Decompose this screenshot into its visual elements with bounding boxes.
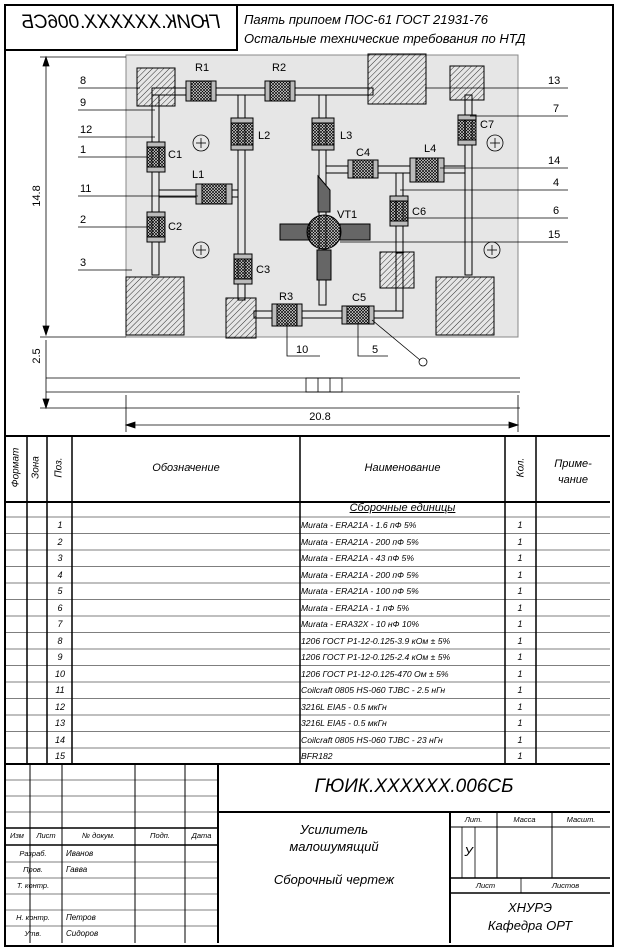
col-izm: Изм [10, 831, 24, 840]
role-utv: Утв. [24, 929, 42, 938]
header-pos: Поз. [53, 457, 65, 478]
label-c1: C1 [168, 149, 183, 161]
header-note-2: чание [557, 474, 589, 486]
dim-gap: 2.5 [31, 348, 43, 364]
role-razrab: Разраб. [19, 849, 47, 858]
callout-3: 3 [80, 257, 87, 269]
row-name: 3216L EIA5 - 0.5 мкГн [301, 701, 387, 712]
label-c7: C7 [480, 119, 495, 131]
row-name: Murata - ERA21A - 100 пФ 5% [301, 586, 419, 596]
row-qty: 1 [517, 536, 523, 547]
row-pos: 2 [57, 536, 63, 547]
row-qty: 1 [517, 668, 523, 679]
callout-14: 14 [548, 155, 561, 167]
name-prov: Гавва [66, 865, 88, 874]
dim-height: 14.8 [31, 185, 43, 207]
callout-1: 1 [80, 144, 87, 156]
tech-note-line2: Остальные технические требования по НТД [244, 31, 526, 46]
row-name: Murata - ERA21A - 1 пФ 5% [301, 602, 410, 613]
row-qty: 1 [517, 734, 523, 745]
sheet-label: Лист [475, 881, 496, 890]
lit-label: Лит. [464, 815, 483, 824]
col-list: Лист [36, 831, 56, 840]
callout-8: 8 [80, 75, 87, 87]
callout-11: 11 [80, 183, 92, 195]
row-pos: 14 [54, 734, 65, 745]
row-name: Murata - ERA32X - 10 нФ 10% [301, 619, 420, 629]
label-c4: C4 [356, 147, 371, 159]
tech-note-line1: Паять припоем ПОС-61 ГОСТ 21931-76 [244, 12, 488, 27]
sheets-label: Листов [551, 881, 580, 890]
callout-2: 2 [80, 214, 87, 226]
dim-width: 20.8 [309, 411, 331, 423]
row-pos: 3 [57, 553, 63, 563]
row-pos: 6 [57, 602, 63, 613]
role-prov: Пров. [23, 865, 43, 874]
mirrored-code: ГЮИК.XXXXXX.006СБ [21, 12, 221, 33]
row-name: 1206 ГОСТ Р1-12-0.125-3.9 кОм ± 5% [301, 635, 451, 646]
row-qty: 1 [517, 553, 523, 563]
label-l3: L3 [340, 130, 353, 142]
row-qty: 1 [517, 701, 523, 712]
row-name: Coilcraft 0805 HS-060 TJBC - 23 нГн [301, 734, 443, 745]
callout-15: 15 [548, 229, 561, 241]
row-pos: 1 [57, 520, 63, 530]
lit-value: У [464, 844, 473, 859]
row-name: Murata - ERA21A - 1.6 пФ 5% [301, 520, 417, 530]
header-note-1: Приме- [554, 458, 592, 470]
row-qty: 1 [517, 586, 523, 596]
row-qty: 1 [517, 751, 523, 761]
callout-9: 9 [80, 97, 87, 109]
header-name: Наименование [364, 462, 441, 474]
callout-10: 10 [296, 344, 309, 356]
row-pos: 13 [54, 718, 65, 728]
section-title: Сборочные единицы [349, 502, 456, 514]
row-name: 3216L EIA5 - 0.5 мкГн [301, 718, 387, 728]
callout-12: 12 [80, 124, 93, 136]
role-tkontr: Т. контр. [16, 881, 50, 890]
row-pos: 9 [57, 652, 63, 662]
callout-6: 6 [553, 205, 560, 217]
row-pos: 10 [54, 668, 65, 679]
row-qty: 1 [517, 520, 523, 530]
scale-label: Масшт. [566, 815, 596, 824]
row-qty: 1 [517, 635, 523, 646]
row-pos: 5 [57, 586, 63, 596]
document-code: ГЮИК.XXXXXX.006СБ [314, 776, 514, 797]
row-pos: 4 [57, 569, 63, 580]
role-nkontr: Н. контр. [16, 913, 50, 922]
row-qty: 1 [517, 602, 523, 613]
header-zone: Зона [30, 456, 42, 479]
name-utv: Сидоров [66, 929, 99, 938]
label-r3: R3 [279, 291, 294, 303]
header-qty: Кол. [515, 457, 527, 478]
label-l1: L1 [192, 169, 205, 181]
row-qty: 1 [517, 685, 523, 695]
label-l4: L4 [424, 143, 437, 155]
label-c6: C6 [412, 206, 427, 218]
mass-label: Масса [513, 815, 536, 824]
row-name: Murata - ERA21A - 200 пФ 5% [301, 569, 419, 580]
doc-title-line2: малошумящий [289, 839, 379, 854]
row-name: Coilcraft 0805 HS-060 TJBC - 2.5 нГн [301, 685, 446, 695]
name-nkontr: Петров [66, 913, 96, 922]
row-pos: 11 [55, 685, 65, 695]
row-name: 1206 ГОСТ Р1-12-0.125-2.4 кОм ± 5% [301, 652, 451, 662]
row-name: Murata - ERA21A - 200 пФ 5% [301, 536, 419, 547]
callout-13: 13 [548, 75, 561, 87]
row-pos: 7 [57, 619, 63, 629]
row-name: Murata - ERA21A - 43 пФ 5% [301, 553, 414, 563]
row-name: 1206 ГОСТ Р1-12-0.125-470 Ом ± 5% [301, 668, 449, 679]
row-name: BFR182 [301, 751, 333, 761]
col-date: Дата [191, 831, 212, 840]
doc-title-line1: Усилитель [299, 822, 369, 837]
row-qty: 1 [517, 619, 523, 629]
doc-subtitle: Сборочный чертеж [273, 872, 395, 887]
label-r2: R2 [272, 62, 287, 74]
row-qty: 1 [517, 569, 523, 580]
col-doc: № докум. [81, 831, 116, 840]
label-l2: L2 [258, 130, 271, 142]
row-pos: 8 [57, 635, 63, 646]
label-c5: C5 [352, 292, 367, 304]
col-sign: Подп. [150, 831, 170, 840]
row-pos: 15 [54, 751, 65, 761]
org-line1: ХНУРЭ [507, 900, 553, 915]
label-vt1: VT1 [337, 209, 358, 221]
row-qty: 1 [517, 652, 523, 662]
org-line2: Кафедра ОРТ [487, 918, 573, 933]
callout-7: 7 [553, 103, 560, 115]
header-designation: Обозначение [152, 462, 220, 474]
callout-4: 4 [553, 177, 560, 189]
name-razrab: Иванов [66, 849, 94, 858]
label-c2: C2 [168, 221, 183, 233]
label-c3: C3 [256, 264, 271, 276]
callout-5: 5 [372, 344, 379, 356]
row-qty: 1 [517, 718, 523, 728]
label-r1: R1 [195, 62, 210, 74]
header-format: Формат [10, 447, 22, 488]
row-pos: 12 [54, 701, 65, 712]
